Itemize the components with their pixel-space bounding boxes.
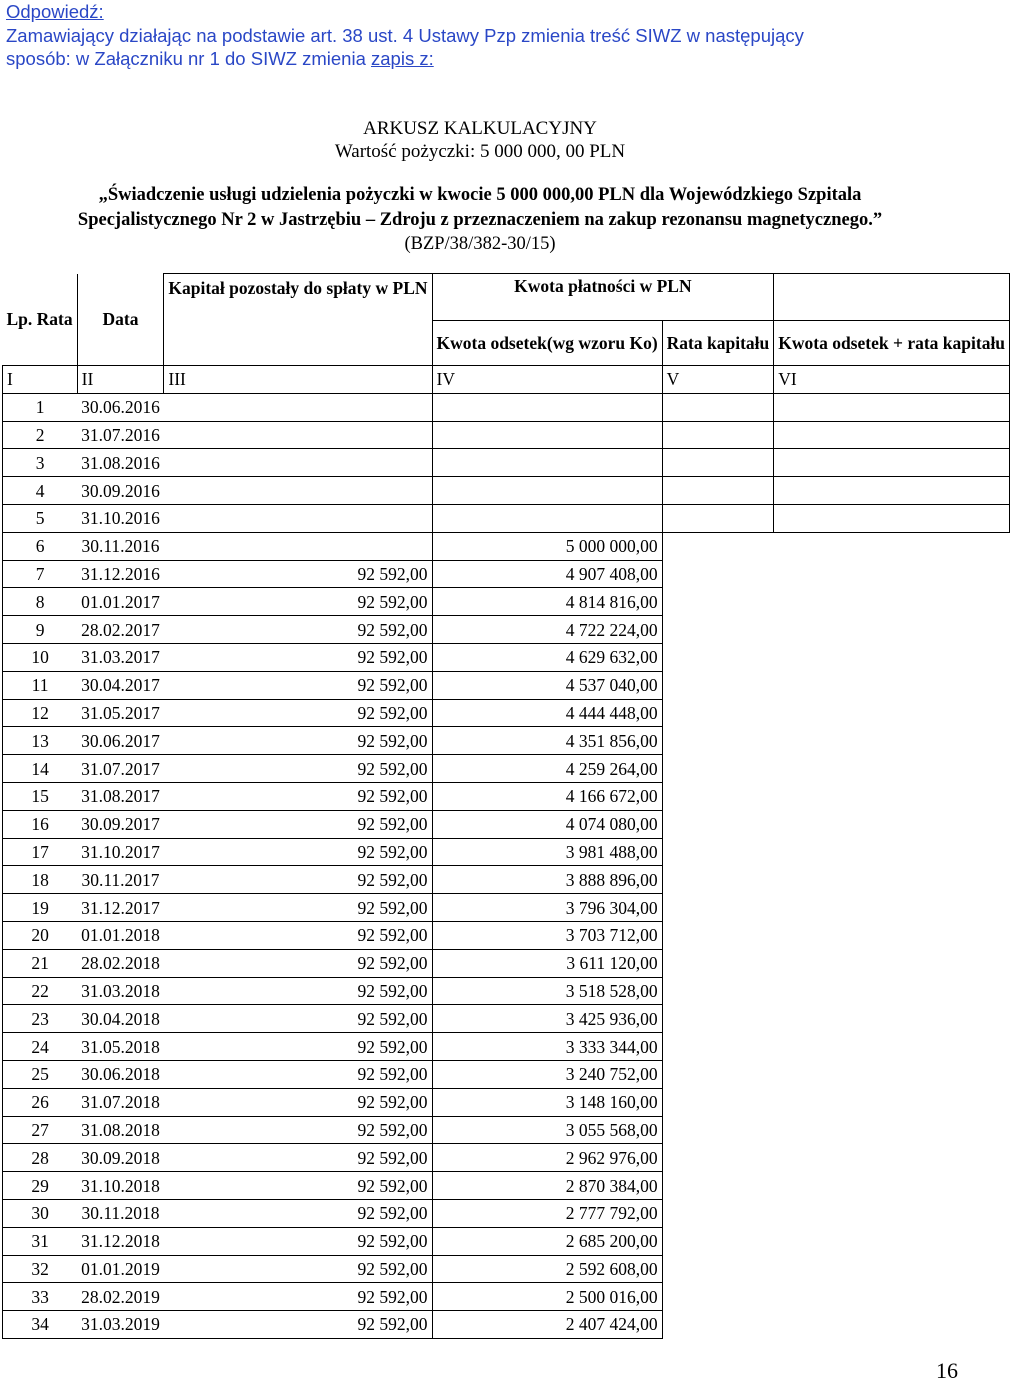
- header-interest: Kwota odsetek(wg wzoru Ko): [432, 321, 662, 366]
- empty-cell: [774, 1172, 1010, 1200]
- empty-cell: [774, 1227, 1010, 1255]
- empty-cell: [662, 838, 774, 866]
- installment-cell: 92 592,00: [164, 1033, 432, 1061]
- capital-cell: 2 962 976,00: [432, 1144, 662, 1172]
- empty-cell: [774, 588, 1010, 616]
- header-capital: Kapitał pozostały do spłaty w PLN: [164, 274, 432, 366]
- empty-cell: [662, 1116, 774, 1144]
- capital-cell: 4 907 408,00: [432, 560, 662, 588]
- empty-cell: [662, 1088, 774, 1116]
- installment-cell: 92 592,00: [164, 894, 432, 922]
- capital-cell: [432, 449, 662, 477]
- lp-cell: 31: [3, 1227, 78, 1255]
- empty-cell: [774, 1255, 1010, 1283]
- lp-cell: 20: [3, 921, 78, 949]
- capital-cell: 3 796 304,00: [432, 894, 662, 922]
- empty-cell: [774, 1116, 1010, 1144]
- loan-value: Wartość pożyczki: 5 000 000, 00 PLN: [334, 141, 626, 162]
- table-row: [3, 1144, 1010, 1172]
- table-row: [3, 838, 1010, 866]
- capital-cell: 4 814 816,00: [432, 588, 662, 616]
- date-cell: 31.07.2016: [77, 421, 164, 449]
- empty-cell: [774, 421, 1010, 449]
- empty-cell: [662, 894, 774, 922]
- date-cell: 01.01.2018: [77, 921, 164, 949]
- installment-cell: 92 592,00: [164, 1255, 432, 1283]
- installment-cell: [164, 421, 432, 449]
- installment-cell: [164, 504, 432, 532]
- table-row: [3, 1116, 1010, 1144]
- date-cell: 31.03.2018: [77, 977, 164, 1005]
- empty-cell: [774, 560, 1010, 588]
- capital-cell: 4 444 448,00: [432, 699, 662, 727]
- installment-cell: [164, 393, 432, 421]
- capital-cell: 3 888 896,00: [432, 866, 662, 894]
- table-row: [3, 504, 1010, 532]
- empty-cell: [662, 1255, 774, 1283]
- empty-cell: [774, 1005, 1010, 1033]
- lp-cell: 9: [3, 616, 78, 644]
- empty-cell: [774, 949, 1010, 977]
- header-payment-group: Kwota płatności w PLN: [432, 274, 774, 321]
- lp-cell: 27: [3, 1116, 78, 1144]
- capital-cell: 4 166 672,00: [432, 782, 662, 810]
- table-row: [3, 532, 1010, 560]
- installment-cell: 92 592,00: [164, 699, 432, 727]
- empty-cell: [662, 1172, 774, 1200]
- empty-cell: [662, 949, 774, 977]
- capital-cell: 3 333 344,00: [432, 1033, 662, 1061]
- capital-cell: 2 777 792,00: [432, 1199, 662, 1227]
- empty-cell: [662, 1033, 774, 1061]
- header-total: Kwota odsetek + rata kapitału: [774, 321, 1010, 366]
- capital-cell: 2 685 200,00: [432, 1227, 662, 1255]
- date-cell: 31.03.2017: [77, 643, 164, 671]
- date-cell: 30.04.2018: [77, 1005, 164, 1033]
- calculation-table: [2, 273, 1010, 1339]
- date-cell: 01.01.2017: [77, 588, 164, 616]
- installment-cell: 92 592,00: [164, 1227, 432, 1255]
- capital-cell: 3 240 752,00: [432, 1060, 662, 1088]
- capital-cell: 5 000 000,00: [432, 532, 662, 560]
- sheet-description: [40, 183, 920, 257]
- lp-cell: 26: [3, 1088, 78, 1116]
- capital-cell: 3 611 120,00: [432, 949, 662, 977]
- capital-cell: [432, 421, 662, 449]
- table-row: [3, 616, 1010, 644]
- date-cell: 31.10.2017: [77, 838, 164, 866]
- installment-cell: 92 592,00: [164, 671, 432, 699]
- empty-cell: [774, 393, 1010, 421]
- lp-cell: 34: [3, 1311, 78, 1339]
- roman-cell: VI: [774, 366, 1010, 394]
- date-cell: 30.09.2017: [77, 810, 164, 838]
- table-row: [3, 1255, 1010, 1283]
- capital-cell: 3 148 160,00: [432, 1088, 662, 1116]
- empty-cell: [662, 977, 774, 1005]
- empty-cell: [662, 1144, 774, 1172]
- capital-cell: [432, 477, 662, 505]
- installment-cell: 92 592,00: [164, 643, 432, 671]
- empty-cell: [662, 810, 774, 838]
- header-installment: Rata kapitału: [662, 321, 774, 366]
- installment-cell: 92 592,00: [164, 755, 432, 783]
- installment-cell: 92 592,00: [164, 1144, 432, 1172]
- empty-cell: [662, 1060, 774, 1088]
- answer-line-2-link: zapis z:: [371, 48, 434, 69]
- answer-heading: Odpowiedź:: [6, 1, 104, 22]
- lp-cell: 19: [3, 894, 78, 922]
- empty-cell: [774, 977, 1010, 1005]
- lp-cell: 17: [3, 838, 78, 866]
- date-cell: 28.02.2017: [77, 616, 164, 644]
- date-cell: 30.06.2017: [77, 727, 164, 755]
- empty-cell: [662, 477, 774, 505]
- lp-cell: 15: [3, 782, 78, 810]
- table-row: [3, 1283, 1010, 1311]
- date-cell: 30.04.2017: [77, 671, 164, 699]
- empty-cell: [662, 1311, 774, 1339]
- lp-cell: 24: [3, 1033, 78, 1061]
- empty-cell: [774, 504, 1010, 532]
- lp-cell: 8: [3, 588, 78, 616]
- header-row-1: [3, 274, 1010, 321]
- table-row: [3, 643, 1010, 671]
- lp-cell: 11: [3, 671, 78, 699]
- table-row: [3, 699, 1010, 727]
- lp-cell: 33: [3, 1283, 78, 1311]
- capital-cell: 4 259 264,00: [432, 755, 662, 783]
- lp-cell: 10: [3, 643, 78, 671]
- capital-cell: 3 981 488,00: [432, 838, 662, 866]
- installment-cell: 92 592,00: [164, 921, 432, 949]
- lp-cell: 5: [3, 504, 78, 532]
- table-row: [3, 921, 1010, 949]
- table-row: [3, 1227, 1010, 1255]
- empty-cell: [662, 699, 774, 727]
- empty-cell: [774, 643, 1010, 671]
- sheet-titles: [0, 117, 960, 163]
- header-lp: Lp. Rata: [3, 274, 78, 366]
- date-cell: 31.10.2016: [77, 504, 164, 532]
- empty-cell: [774, 616, 1010, 644]
- empty-cell: [774, 1088, 1010, 1116]
- lp-cell: 12: [3, 699, 78, 727]
- empty-cell: [662, 1283, 774, 1311]
- table-row: [3, 810, 1010, 838]
- capital-cell: 3 425 936,00: [432, 1005, 662, 1033]
- installment-cell: [164, 449, 432, 477]
- header-empty: [774, 274, 1010, 321]
- capital-cell: [432, 393, 662, 421]
- lp-cell: 2: [3, 421, 78, 449]
- capital-cell: 2 592 608,00: [432, 1255, 662, 1283]
- table-row: [3, 866, 1010, 894]
- empty-cell: [662, 921, 774, 949]
- installment-cell: 92 592,00: [164, 782, 432, 810]
- table-row: [3, 782, 1010, 810]
- date-cell: 31.07.2017: [77, 755, 164, 783]
- capital-cell: 2 407 424,00: [432, 1311, 662, 1339]
- table-row: [3, 421, 1010, 449]
- capital-cell: 3 055 568,00: [432, 1116, 662, 1144]
- date-cell: 30.09.2016: [77, 477, 164, 505]
- table-row: [3, 1005, 1010, 1033]
- lp-cell: 16: [3, 810, 78, 838]
- capital-cell: 4 351 856,00: [432, 727, 662, 755]
- roman-cell: II: [77, 366, 164, 394]
- lp-cell: 30: [3, 1199, 78, 1227]
- roman-cell: IV: [432, 366, 662, 394]
- table-row: [3, 477, 1010, 505]
- lp-cell: 1: [3, 393, 78, 421]
- table-row: [3, 727, 1010, 755]
- installment-cell: 92 592,00: [164, 838, 432, 866]
- empty-cell: [662, 1227, 774, 1255]
- lp-cell: 7: [3, 560, 78, 588]
- installment-cell: 92 592,00: [164, 1116, 432, 1144]
- roman-cell: I: [3, 366, 78, 394]
- installment-cell: 92 592,00: [164, 949, 432, 977]
- lp-cell: 25: [3, 1060, 78, 1088]
- empty-cell: [774, 894, 1010, 922]
- date-cell: 30.06.2018: [77, 1060, 164, 1088]
- installment-cell: 92 592,00: [164, 977, 432, 1005]
- reference-number: (BZP/38/382-30/15): [404, 234, 556, 254]
- table-body: [3, 274, 1010, 1339]
- empty-cell: [774, 1144, 1010, 1172]
- date-cell: 31.03.2019: [77, 1311, 164, 1339]
- capital-cell: [432, 504, 662, 532]
- date-cell: 28.02.2019: [77, 1283, 164, 1311]
- lp-cell: 4: [3, 477, 78, 505]
- lp-cell: 32: [3, 1255, 78, 1283]
- empty-cell: [662, 588, 774, 616]
- page-number: 16: [936, 1358, 958, 1383]
- empty-cell: [774, 671, 1010, 699]
- installment-cell: 92 592,00: [164, 588, 432, 616]
- table-row: [3, 393, 1010, 421]
- table-row: [3, 588, 1010, 616]
- table-row: [3, 1311, 1010, 1339]
- date-cell: 30.11.2017: [77, 866, 164, 894]
- answer-line-2-text: sposób: w Załączniku nr 1 do SIWZ zmienia: [6, 48, 372, 69]
- empty-cell: [774, 449, 1010, 477]
- description-text: „Świadczenie usługi udzielenia pożyczki w kwocie 5 000 000,00 PLN dla Wojewódzkiego Szpitala Specjalistycznego Nr 2 w Jastrzębiu – Zdroju z przeznaczeniem na zakup rezonansu magnetycznego.”: [77, 185, 883, 230]
- capital-cell: 4 074 080,00: [432, 810, 662, 838]
- capital-cell: 3 703 712,00: [432, 921, 662, 949]
- date-cell: 31.08.2017: [77, 782, 164, 810]
- date-cell: 30.06.2016: [77, 393, 164, 421]
- answer-line-2: [6, 47, 946, 71]
- sheet-title: ARKUSZ KALKULACYJNY: [363, 118, 597, 139]
- empty-cell: [774, 477, 1010, 505]
- capital-cell: 4 722 224,00: [432, 616, 662, 644]
- capital-cell: 3 518 528,00: [432, 977, 662, 1005]
- empty-cell: [774, 782, 1010, 810]
- table-row: [3, 1033, 1010, 1061]
- lp-cell: 14: [3, 755, 78, 783]
- installment-cell: 92 592,00: [164, 1283, 432, 1311]
- empty-cell: [774, 1060, 1010, 1088]
- empty-cell: [774, 921, 1010, 949]
- empty-cell: [662, 866, 774, 894]
- empty-cell: [774, 755, 1010, 783]
- empty-cell: [774, 1199, 1010, 1227]
- empty-cell: [662, 671, 774, 699]
- lp-cell: 3: [3, 449, 78, 477]
- empty-cell: [774, 810, 1010, 838]
- date-cell: 30.09.2018: [77, 1144, 164, 1172]
- table-row: [3, 1199, 1010, 1227]
- roman-cell: III: [164, 366, 432, 394]
- lp-cell: 28: [3, 1144, 78, 1172]
- lp-cell: 23: [3, 1005, 78, 1033]
- installment-cell: 92 592,00: [164, 1199, 432, 1227]
- empty-cell: [774, 727, 1010, 755]
- empty-cell: [774, 866, 1010, 894]
- table-row: [3, 1172, 1010, 1200]
- date-cell: 31.07.2018: [77, 1088, 164, 1116]
- installment-cell: 92 592,00: [164, 1088, 432, 1116]
- empty-cell: [662, 1005, 774, 1033]
- table-row: [3, 1060, 1010, 1088]
- empty-cell: [662, 393, 774, 421]
- table-row: [3, 894, 1010, 922]
- empty-cell: [774, 532, 1010, 560]
- capital-cell: 2 500 016,00: [432, 1283, 662, 1311]
- installment-cell: [164, 477, 432, 505]
- capital-cell: 2 870 384,00: [432, 1172, 662, 1200]
- empty-cell: [662, 532, 774, 560]
- lp-cell: 18: [3, 866, 78, 894]
- empty-cell: [662, 449, 774, 477]
- table-row: [3, 949, 1010, 977]
- roman-cell: V: [662, 366, 774, 394]
- empty-cell: [662, 782, 774, 810]
- table-row: [3, 1088, 1010, 1116]
- table-row: [3, 449, 1010, 477]
- date-cell: 31.12.2018: [77, 1227, 164, 1255]
- date-cell: 31.10.2018: [77, 1172, 164, 1200]
- table-row: [3, 977, 1010, 1005]
- installment-cell: [164, 532, 432, 560]
- empty-cell: [662, 616, 774, 644]
- roman-row: [3, 366, 1010, 394]
- date-cell: 31.12.2017: [77, 894, 164, 922]
- lp-cell: 29: [3, 1172, 78, 1200]
- capital-cell: 4 537 040,00: [432, 671, 662, 699]
- lp-cell: 21: [3, 949, 78, 977]
- empty-cell: [662, 560, 774, 588]
- table-row: [3, 560, 1010, 588]
- date-cell: 30.11.2016: [77, 532, 164, 560]
- capital-cell: 4 629 632,00: [432, 643, 662, 671]
- date-cell: 01.01.2019: [77, 1255, 164, 1283]
- empty-cell: [662, 755, 774, 783]
- installment-cell: 92 592,00: [164, 616, 432, 644]
- installment-cell: 92 592,00: [164, 560, 432, 588]
- date-cell: 28.02.2018: [77, 949, 164, 977]
- installment-cell: 92 592,00: [164, 866, 432, 894]
- header-date: Data: [77, 274, 164, 366]
- date-cell: 31.05.2017: [77, 699, 164, 727]
- table-row: [3, 755, 1010, 783]
- empty-cell: [774, 838, 1010, 866]
- date-cell: 31.12.2016: [77, 560, 164, 588]
- empty-cell: [662, 643, 774, 671]
- date-cell: 31.08.2018: [77, 1116, 164, 1144]
- answer-line-1: Zamawiający działając na podstawie art. 38 ust. 4 Ustawy Pzp zmienia treść SIWZ w następujący: [6, 24, 804, 46]
- lp-cell: 13: [3, 727, 78, 755]
- empty-cell: [662, 421, 774, 449]
- date-cell: 31.05.2018: [77, 1033, 164, 1061]
- lp-cell: 22: [3, 977, 78, 1005]
- installment-cell: 92 592,00: [164, 810, 432, 838]
- empty-cell: [774, 1311, 1010, 1339]
- installment-cell: 92 592,00: [164, 1172, 432, 1200]
- installment-cell: 92 592,00: [164, 1005, 432, 1033]
- empty-cell: [774, 699, 1010, 727]
- installment-cell: 92 592,00: [164, 1060, 432, 1088]
- empty-cell: [774, 1033, 1010, 1061]
- empty-cell: [662, 504, 774, 532]
- table-row: [3, 671, 1010, 699]
- lp-cell: 6: [3, 532, 78, 560]
- empty-cell: [662, 727, 774, 755]
- date-cell: 31.08.2016: [77, 449, 164, 477]
- empty-cell: [662, 1199, 774, 1227]
- installment-cell: 92 592,00: [164, 1311, 432, 1339]
- installment-cell: 92 592,00: [164, 727, 432, 755]
- date-cell: 30.11.2018: [77, 1199, 164, 1227]
- empty-cell: [774, 1283, 1010, 1311]
- answer-note: [6, 0, 946, 71]
